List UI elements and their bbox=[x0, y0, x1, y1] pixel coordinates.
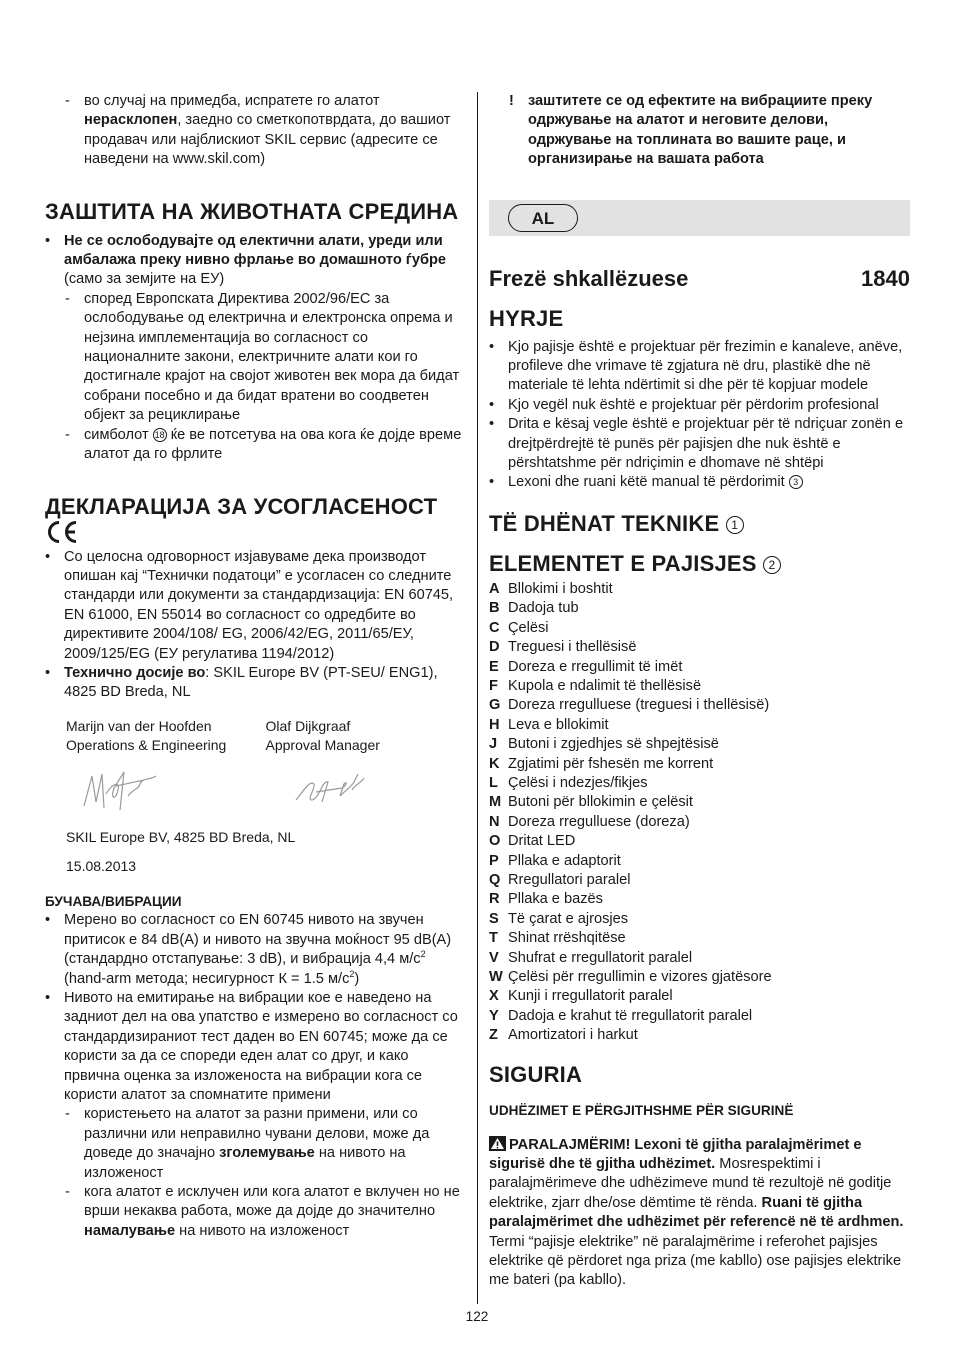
signature-icon bbox=[292, 770, 368, 810]
tool-element-key: H bbox=[489, 716, 500, 733]
left-column bbox=[45, 92, 465, 1241]
signatory-role: Approval Manager bbox=[265, 737, 380, 754]
environment-heading: ЗАШТИТА НА ЖИВОТНАТА СРЕДИНА bbox=[45, 198, 459, 224]
tool-element-key: G bbox=[489, 697, 501, 714]
tool-element-label: Butoni për bllokimin e çelësit bbox=[508, 794, 693, 811]
declaration-date: 15.08.2013 bbox=[66, 857, 137, 874]
tool-element-label: Shufrat e rregullatorit paralel bbox=[508, 949, 693, 966]
tool-element-label: Çelësi i ndezjes/fikjes bbox=[508, 774, 648, 791]
tool-element-item bbox=[489, 793, 910, 812]
introduction-list bbox=[489, 338, 910, 493]
tool-element-item bbox=[489, 929, 910, 948]
signatory-name: Marijn van der Hoofden bbox=[66, 717, 212, 734]
warning-icon bbox=[489, 1136, 506, 1151]
tool-element-item bbox=[489, 949, 910, 968]
tool-element-label: Amortizatori i harkut bbox=[508, 1027, 638, 1044]
tool-element-item bbox=[489, 638, 910, 657]
tool-element-item bbox=[489, 910, 910, 929]
tool-element-key: D bbox=[489, 639, 500, 656]
tool-element-key: X bbox=[489, 988, 499, 1005]
tool-element-key: A bbox=[489, 580, 500, 597]
tool-element-item bbox=[489, 1007, 910, 1026]
tool-element-item bbox=[489, 716, 910, 735]
declaration-standards: • Со целосна одговорност изјавуваме дека производот опишан кај “Технички податоци” е усогласен со следните стандарди или документи за стандардизација: EN 60745, EN 61000, EN 55014 во согласност со одредбите во директивите 2004/108/ EG, 2006/42/EG, 2011/65/ЕУ, 2009/125/EG (ЕУ регулатива 1194/2012) bbox=[45, 548, 465, 664]
noise-measurement: • Мерено во согласност со EN 60745 нивото на звучен притисок е 84 dB(A) и нивото на звучна моќност 95 dB(A) (стандардно отстапување: 3 dB), и вибрација 4,4 $м/с^2$ (hand-arm метода; несигурност К = 1.5 $м/с^2$) bbox=[45, 911, 465, 989]
product-name: Frezë shkallëzuese bbox=[489, 265, 689, 291]
tool-element-item bbox=[489, 1026, 910, 1045]
tool-element-item bbox=[489, 735, 910, 754]
tool-element-key: Y bbox=[489, 1007, 499, 1024]
tool-element-key: R bbox=[489, 891, 500, 908]
return-tool-note: - во случај на примедба, испратете го алатот нерасклопен, заедно со сметкопотврдата, до вашиот продавач или најблискиот SKIL сервис (адресите се наведени на www.skil.com) bbox=[45, 92, 465, 170]
tool-element-key: C bbox=[489, 619, 500, 636]
introduction-item: • Drita e kësaj vegle është e projektuar për të ndriçuar zonën e drejtpërdrejtë të punës për pajisjen dhe nuk është e përshtatshme për ndriçimin e dhomave në shtëpi bbox=[489, 415, 910, 473]
tool-element-label: Të çarat e ajrosjes bbox=[508, 910, 629, 927]
tool-element-label: Butoni i zgjedhjes së shpejtësisë bbox=[508, 736, 719, 753]
introduction-item: • Kjo vegël nuk është e projektuar për përdorim profesional bbox=[489, 396, 910, 415]
tool-element-item bbox=[489, 580, 910, 599]
vibration-protection-note: ! заштитете се од ефектите на вибрациите преку одржување на алатот и неговите делови, одржување на топлината во вашите раце, и организирање на вашата работа bbox=[489, 92, 910, 170]
tool-element-label: Shinat rrëshqitëse bbox=[508, 930, 626, 947]
tool-element-item bbox=[489, 774, 910, 793]
product-model: 1840 bbox=[861, 265, 910, 291]
introduction-heading: HYRJE bbox=[489, 305, 564, 331]
tool-element-label: Doreza rregulluese (doreza) bbox=[508, 813, 690, 830]
tool-element-key: K bbox=[489, 755, 500, 772]
tool-element-label: Dadoja e krahut të rregullatorit paralel bbox=[508, 1007, 753, 1024]
environment-bullet: • Не се ослободувајте од електични алати, уреди или амбалажа преку нивно фрлање во домашното ѓубре (само за земјите на ЕУ) bbox=[45, 232, 465, 290]
tool-element-label: Dadoja tub bbox=[508, 600, 579, 617]
tool-element-label: Kupola e ndalimit të thellësisë bbox=[508, 677, 702, 694]
tool-element-key: Q bbox=[489, 871, 501, 888]
tool-element-label: Doreza e rregullimit të imët bbox=[508, 658, 683, 675]
tool-element-label: Dritat LED bbox=[508, 833, 576, 850]
tool-element-key: T bbox=[489, 930, 498, 947]
tool-element-item bbox=[489, 677, 910, 696]
tool-element-label: Treguesi i thellësisë bbox=[508, 639, 637, 656]
ce-mark-icon bbox=[45, 520, 79, 544]
tool-element-item bbox=[489, 696, 910, 715]
introduction-item: • Kjo pajisje është e projektuar për frezimin e kanaleve, anëve, profileve dhe vrimave të zgjatura në dru, plastikë dhe në materiale të lehta ndërtimit si dhe për të kopjuar modele bbox=[489, 338, 910, 396]
noise-vibration-heading: БУЧАВА/ВИБРАЦИИ bbox=[45, 894, 182, 910]
signatories bbox=[66, 717, 465, 756]
product-title bbox=[489, 266, 910, 292]
tool-element-key: V bbox=[489, 949, 499, 966]
tool-element-key: W bbox=[489, 969, 503, 985]
signature-images bbox=[66, 756, 465, 828]
vibration-emission-note: • Нивото на емитирање на вибрации кое е наведено на задниот дел на ова упатство е измерено во согласност со стандардизираниот тест даден во EN 60745; може да се користи за да се спореди еден алат со друг, и како првична оценка за изложеноста на вибрации кога се користи алатот за спомнатите примени bbox=[45, 989, 465, 1105]
tool-element-item bbox=[489, 852, 910, 871]
signatory bbox=[66, 717, 266, 756]
tool-elements-list bbox=[489, 580, 910, 1046]
page-number: 122 bbox=[465, 1309, 489, 1324]
vibration-decrease-note: - кога алатот е исклучен или кога алатот е вклучен но не врши некаква работа, може да дојде до значително намалување на нивото на изложеност bbox=[45, 1183, 465, 1241]
tool-element-key: M bbox=[489, 794, 502, 811]
tool-element-label: Çelësi për rregullimin e vizores gjatësore bbox=[508, 969, 772, 985]
signatory-role: Operations & Engineering bbox=[66, 737, 227, 754]
introduction-item: • Lexoni dhe ruani këtë manual të përdorimit 3 bbox=[489, 473, 910, 492]
tool-element-label: Çelësi bbox=[508, 619, 549, 636]
signatory-name: Olaf Dijkgraaf bbox=[265, 717, 351, 734]
tool-element-item bbox=[489, 987, 910, 1006]
tool-element-item bbox=[489, 599, 910, 618]
tool-element-key: N bbox=[489, 813, 500, 830]
figure-reference-icon: 2 bbox=[763, 556, 781, 574]
general-safety-heading: UDHËZIMET E PËRGJITHSHME PËR SIGURINË bbox=[489, 1102, 794, 1118]
column-divider bbox=[477, 92, 478, 1304]
tool-element-key: J bbox=[489, 736, 498, 753]
tool-element-label: Bllokimi i boshtit bbox=[508, 580, 613, 597]
tool-element-key: L bbox=[489, 774, 498, 791]
figure-reference-icon: 3 bbox=[789, 475, 803, 489]
tool-element-item bbox=[489, 813, 910, 832]
right-column bbox=[489, 92, 910, 1291]
tool-element-item bbox=[489, 832, 910, 851]
tool-elements-heading: ELEMENTET E PAJISJES 2 bbox=[489, 551, 910, 577]
tool-element-key: B bbox=[489, 600, 500, 617]
tool-element-key: S bbox=[489, 910, 499, 927]
figure-reference-icon: 18 bbox=[154, 429, 165, 440]
tool-element-key: O bbox=[489, 833, 501, 850]
tool-element-item bbox=[489, 755, 910, 774]
tool-element-label: Doreza rregulluese (treguesi i thellësisë) bbox=[508, 697, 770, 714]
tool-element-key: F bbox=[489, 677, 498, 694]
environment-directive-note: - според Европската Директива 2002/96/ЕС за ослободување од електрична и електронска опрема и нејзина имплементација во согласност со националните закони, електричните алати кои го достигнале крајот на својот животен век мора да бидат собрани посебно и да бидат вратени во соодветен објект за рециклирање bbox=[45, 290, 465, 426]
tool-element-label: Zgjatimi për fshesën me korrent bbox=[508, 755, 714, 772]
company-address: SKIL Europe BV, 4825 BD Breda, NL bbox=[66, 828, 296, 845]
tool-element-key: E bbox=[489, 658, 499, 675]
tool-element-key: Z bbox=[489, 1027, 498, 1044]
tool-element-item bbox=[489, 968, 910, 987]
vibration-increase-note: - користењето на алатот за разни примени, или со различни или неправилно чувани делови, може да доведе до значајно зголемување на нивото на изложеност bbox=[45, 1105, 465, 1183]
tool-element-label: Pllaka e adaptorit bbox=[508, 852, 621, 869]
tool-element-item bbox=[489, 890, 910, 909]
signatory bbox=[266, 717, 466, 756]
tool-element-label: Pllaka e bazës bbox=[508, 891, 603, 908]
language-code-badge: AL bbox=[508, 204, 578, 232]
environment-symbol-note: - симболот 18 ќе ве потсетува на ова кога ќе дојде време алатот да го фрлите bbox=[45, 426, 465, 465]
tool-element-key: P bbox=[489, 852, 499, 869]
technical-file-location: • Технично досије во: SKIL Europe BV (PT-SEU/ ENG1), 4825 BD Breda, NL bbox=[45, 664, 465, 703]
figure-reference-icon: 1 bbox=[726, 516, 744, 534]
tool-element-item bbox=[489, 658, 910, 677]
signature-icon bbox=[80, 766, 160, 818]
tool-element-item bbox=[489, 871, 910, 890]
safety-heading: SIGURIA bbox=[489, 1061, 583, 1087]
tool-element-item bbox=[489, 619, 910, 638]
declaration-heading: ДЕКЛАРАЦИЈА ЗА УСОГЛАСЕНОСТ bbox=[45, 493, 438, 519]
tool-element-label: Leva e bllokimit bbox=[508, 716, 609, 733]
general-warning: PARALAJMËRIM! Lexoni të gjitha paralajmërimet e sigurisë dhe të gjitha udhëzimet. Mosrespektimi i paralajmërimeve dhe udhëzimeve mund të rezultojë në goditje elektrike, zjarr dhe/ose dëmtime të rënda. Ruani të gjitha paralajmërimet dhe udhëzimet për referencë në të ardhmen. Termi “pajisje elektrike” në paralajmërime i referohet pajisjes elektrike që përdoret nga priza (me kabllo) ose pajisjes elektrike me bateri (pa kabllo). bbox=[489, 1136, 904, 1289]
tool-element-label: Kunji i rregullatorit paralel bbox=[508, 988, 673, 1005]
tool-element-label: Rregullatori paralel bbox=[508, 871, 631, 888]
technical-data-heading: TË DHËNAT TEKNIKE 1 bbox=[489, 511, 910, 537]
language-band bbox=[489, 200, 910, 236]
